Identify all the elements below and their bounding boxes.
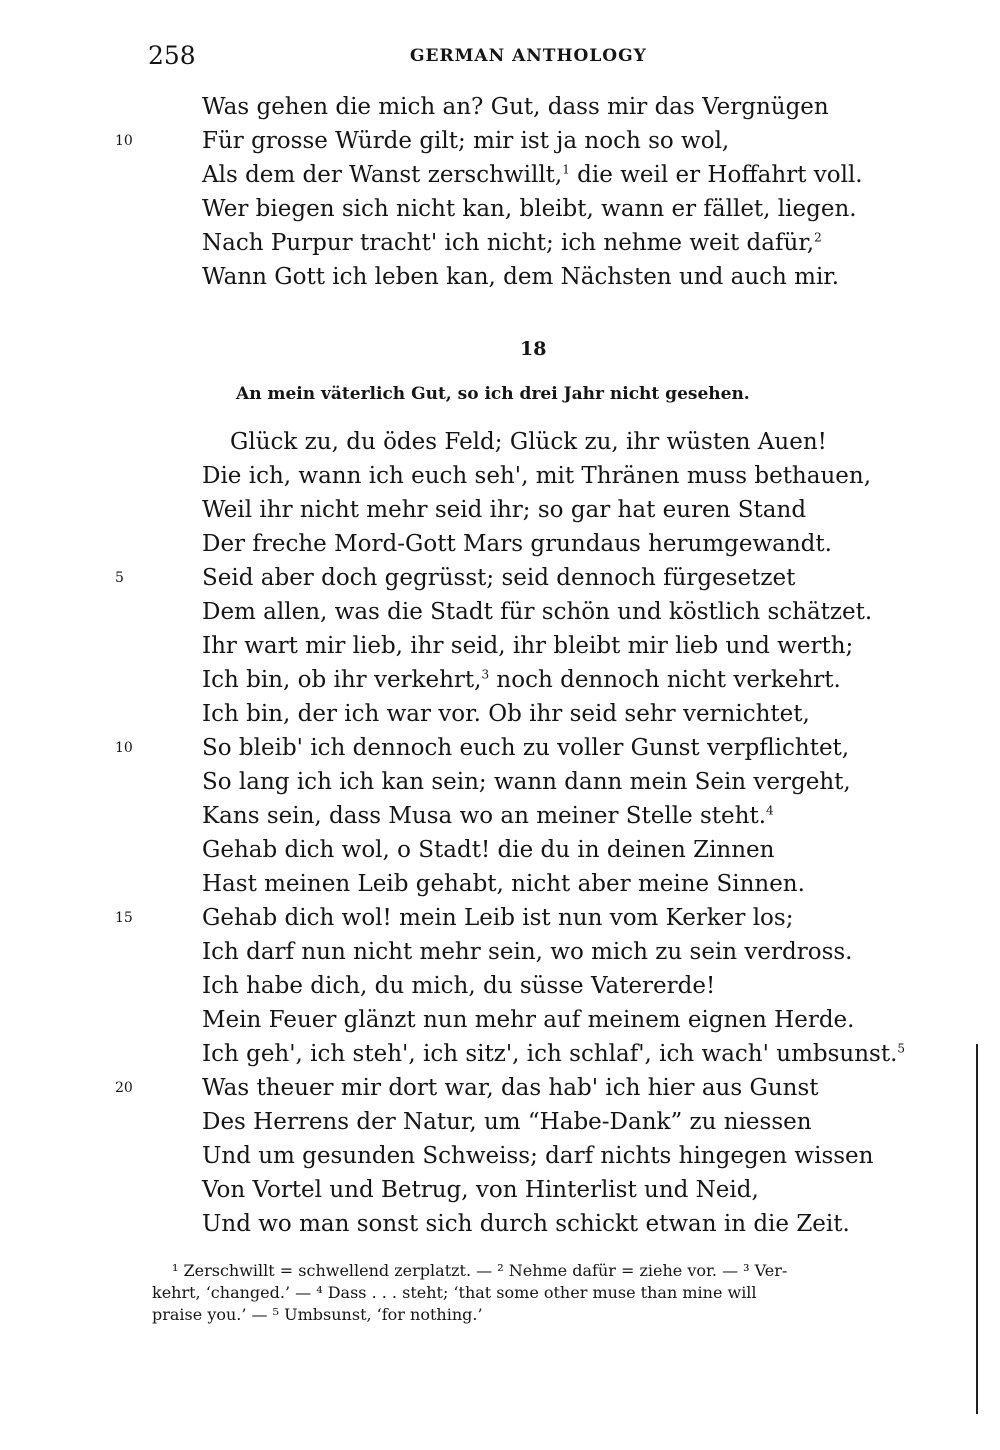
verse-text	[202, 731, 849, 765]
verse-line	[0, 697, 1000, 731]
verse-main: Wer biegen sich nicht kan, bleibt, wann er fället, liegen.	[202, 196, 857, 222]
verse-line	[0, 1139, 1000, 1173]
verse-text	[202, 493, 806, 527]
verse-text	[202, 765, 851, 799]
verse-main: Gehab dich wol! mein Leib ist nun vom Kerker los;	[202, 905, 794, 931]
verse-line	[0, 158, 1000, 192]
verse-line	[0, 731, 1000, 765]
poem-body	[0, 425, 1000, 1241]
verse-text	[202, 561, 795, 595]
verse-text	[202, 1003, 854, 1037]
verse-line	[0, 663, 1000, 697]
verse-main: Ich geh', ich steh', ich sitz', ich schlaf', ich wach' umbsunst.	[202, 1041, 898, 1067]
footnote-line: ¹ Zerschwillt = schwellend zerplatzt. — ² Nehme dafür = ziehe vor. — ³ Ver-	[172, 1261, 788, 1280]
verse-main: So bleib' ich dennoch euch zu voller Gunst verpflichtet,	[202, 735, 850, 761]
verse-text	[202, 527, 832, 561]
verse-line	[0, 867, 1000, 901]
verse-line	[0, 425, 1000, 459]
verse-main: Kans sein, dass Musa wo an meiner Stelle steht.	[202, 803, 767, 829]
poem-number: 18	[520, 338, 547, 360]
verse-main: Ihr wart mir lieb, ihr seid, ihr bleibt mir lieb und werth;	[202, 633, 854, 659]
verse-line	[0, 799, 1000, 833]
verse-line	[0, 1105, 1000, 1139]
verse-text	[202, 459, 871, 493]
verse-main: Von Vortel und Betrug, von Hinterlist und Neid,	[202, 1177, 759, 1203]
verse-main: So lang ich ich kan sein; wann dann mein Sein vergeht,	[202, 769, 851, 795]
verse-text	[202, 226, 822, 260]
verse-line	[0, 935, 1000, 969]
verse-main: Und um gesunden Schweiss; darf nichts hingegen wissen	[202, 1143, 874, 1169]
verse-main: Des Herrens der Natur, um “Habe-Dank” zu niessen	[202, 1109, 812, 1135]
verse-text	[202, 799, 774, 833]
verse-main: Der freche Mord-Gott Mars grundaus herumgewandt.	[202, 531, 832, 557]
verse-continuation: noch dennoch nicht verkehrt.	[489, 667, 841, 693]
page-number: 258	[148, 41, 196, 70]
verse-text	[202, 595, 872, 629]
footnote-line: praise you.’ — ⁵ Umbsunst, ‘for nothing.’	[152, 1305, 483, 1324]
verse-main: Und wo man sonst sich durch schickt etwan in die Zeit.	[202, 1211, 850, 1237]
verse-text	[202, 935, 853, 969]
verse-main: Ich bin, der ich war vor. Ob ihr seid sehr vernichtet,	[202, 701, 810, 727]
verse-main: Mein Feuer glänzt nun mehr auf meinem eignen Herde.	[202, 1007, 855, 1033]
poem-title: An mein väterlich Gut, so ich drei Jahr nicht gesehen.	[236, 384, 750, 404]
footnotes	[152, 1260, 932, 1326]
verse-text	[202, 124, 729, 158]
verse-main: Wann Gott ich leben kan, dem Nächsten und auch mir.	[202, 264, 840, 290]
verse-line	[0, 493, 1000, 527]
line-number: 10	[115, 133, 133, 149]
footnote-marker: 1	[562, 162, 570, 177]
verse-text	[202, 1139, 873, 1173]
verse-main: Was gehen die mich an? Gut, dass mir das Vergnügen	[202, 94, 829, 120]
verse-main: Glück zu, du ödes Feld; Glück zu, ihr wüsten Auen!	[230, 429, 827, 455]
footnote-marker: 5	[897, 1041, 906, 1056]
margin-rule	[976, 1044, 978, 1414]
verse-text	[202, 697, 810, 731]
verse-line	[0, 226, 1000, 260]
verse-main: Für grosse Würde gilt; mir ist ja noch so wol,	[202, 128, 730, 154]
verse-line	[0, 595, 1000, 629]
verse-text	[202, 90, 829, 124]
verse-line	[0, 629, 1000, 663]
running-title: GERMAN ANTHOLOGY	[410, 46, 647, 66]
verse-main: Ich bin, ob ihr verkehrt,	[202, 667, 482, 693]
verse-text	[202, 1207, 850, 1241]
verse-line	[0, 765, 1000, 799]
verse-line	[0, 1173, 1000, 1207]
footnote-marker: 2	[814, 230, 822, 245]
verse-main: Was theuer mir dort war, das hab' ich hier aus Gunst	[202, 1075, 819, 1101]
verse-line	[0, 527, 1000, 561]
verse-line	[0, 1071, 1000, 1105]
verse-text	[202, 1037, 905, 1071]
top-poem-fragment	[0, 90, 1000, 294]
verse-text	[230, 425, 827, 459]
verse-main: Dem allen, was die Stadt für schön und köstlich schätzet.	[202, 599, 873, 625]
footnote-marker: 3	[481, 667, 490, 682]
verse-continuation: die weil er Hoffahrt voll.	[569, 162, 863, 188]
verse-main: Ich darf nun nicht mehr sein, wo mich zu sein verdross.	[202, 939, 853, 965]
verse-text	[202, 867, 805, 901]
verse-line	[0, 1037, 1000, 1071]
verse-line	[0, 561, 1000, 595]
verse-line	[0, 260, 1000, 294]
verse-text	[202, 1071, 819, 1105]
verse-text	[202, 969, 715, 1003]
verse-line	[0, 459, 1000, 493]
verse-text	[202, 901, 793, 935]
line-number: 10	[115, 740, 133, 756]
line-number: 5	[115, 570, 124, 586]
verse-line	[0, 901, 1000, 935]
verse-main: Seid aber doch gegrüsst; seid dennoch fürgesetzet	[202, 565, 796, 591]
verse-main: Die ich, wann ich euch seh', mit Thränen muss bethauen,	[202, 463, 872, 489]
footnote-marker: 4	[766, 803, 774, 818]
verse-text	[202, 1105, 812, 1139]
verse-main: Ich habe dich, du mich, du süsse Vatererde!	[202, 973, 716, 999]
verse-line	[0, 969, 1000, 1003]
verse-line	[0, 124, 1000, 158]
line-number: 20	[115, 1080, 133, 1096]
verse-text	[202, 663, 841, 697]
verse-main: Gehab dich wol, o Stadt! die du in deinen Zinnen	[202, 837, 775, 863]
verse-line	[0, 1003, 1000, 1037]
verse-text	[202, 833, 774, 867]
verse-main: Als dem der Wanst zerschwillt,	[202, 162, 563, 188]
verse-main: Nach Purpur tracht' ich nicht; ich nehme weit dafür,	[202, 230, 815, 256]
verse-main: Weil ihr nicht mehr seid ihr; so gar hat euren Stand	[202, 497, 807, 523]
verse-line	[0, 1207, 1000, 1241]
line-number: 15	[115, 910, 133, 926]
verse-line	[0, 192, 1000, 226]
verse-line	[0, 90, 1000, 124]
footnote-line: kehrt, ‘changed.’ — ⁴ Dass . . . steht; ‘that some other muse than mine will	[152, 1283, 757, 1302]
verse-main: Hast meinen Leib gehabt, nicht aber meine Sinnen.	[202, 871, 805, 897]
verse-line	[0, 833, 1000, 867]
verse-text	[202, 158, 863, 192]
verse-text	[202, 192, 857, 226]
verse-text	[202, 1173, 759, 1207]
verse-text	[202, 629, 853, 663]
verse-text	[202, 260, 839, 294]
